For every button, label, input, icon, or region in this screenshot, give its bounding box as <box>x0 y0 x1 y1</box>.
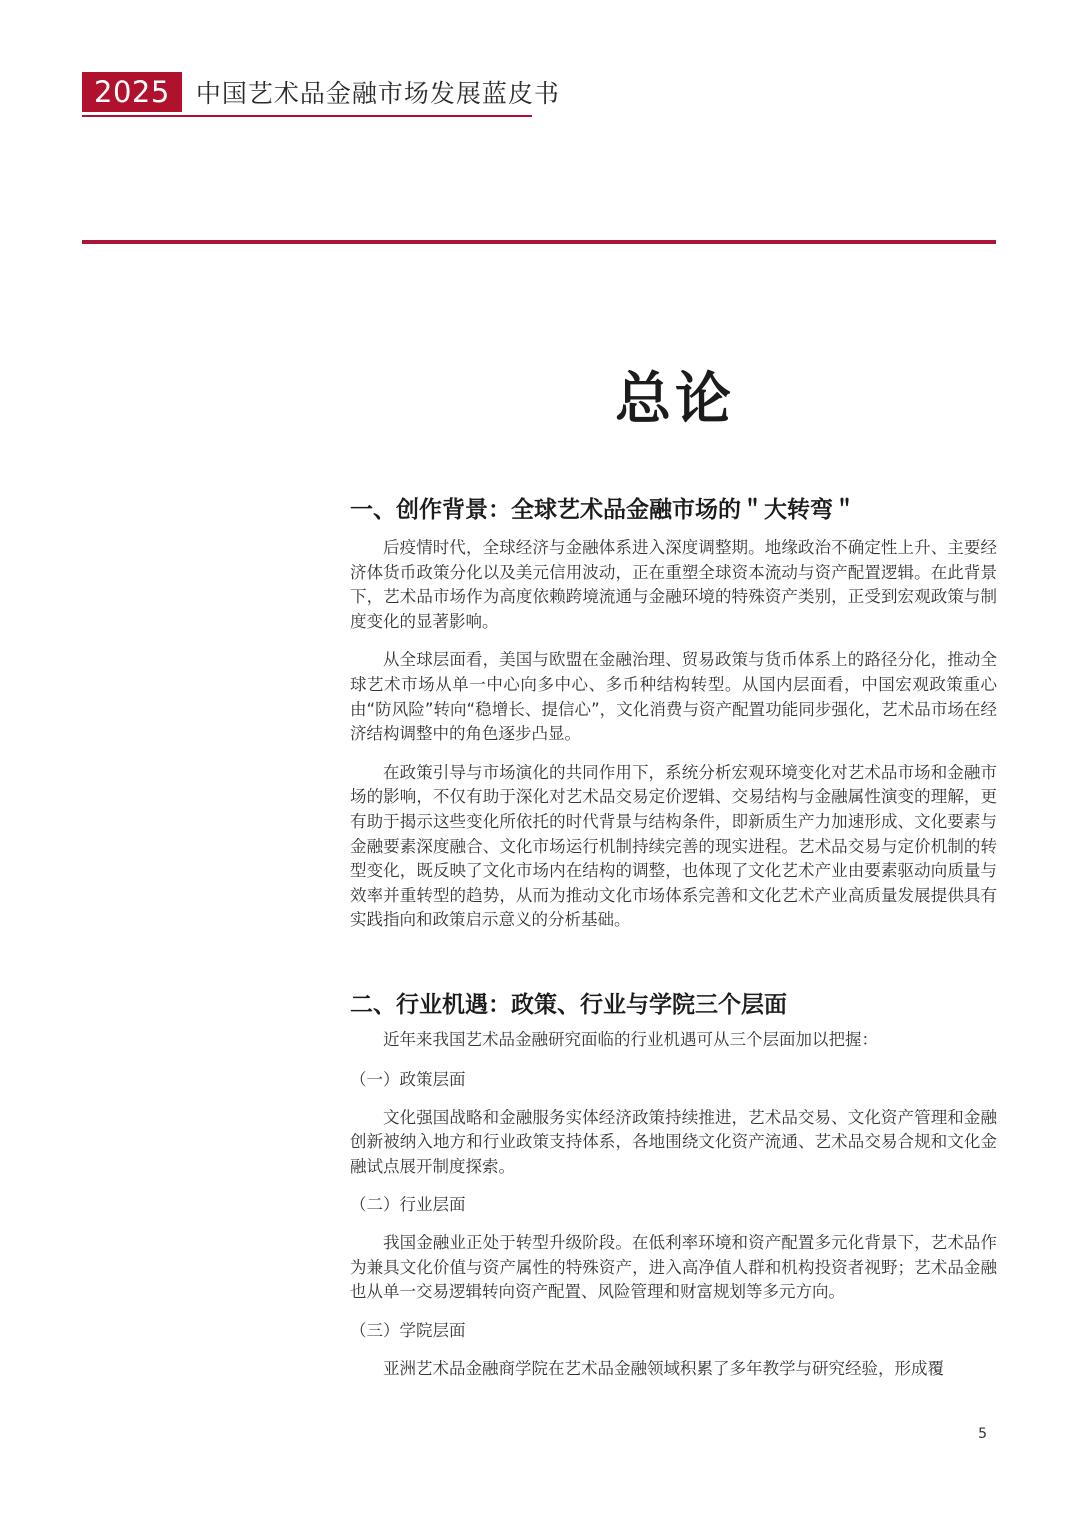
section-heading-1: 一、创作背景：全球艺术品金融市场的＂大转弯＂ <box>350 497 856 523</box>
paragraph: 文化强国战略和金融服务实体经济政策持续推进，艺术品交易、文化资产管理和金融创新被纳入地方和行业政策支持体系，各地围绕文化资产流通、艺术品交易合规和文化金融试点展开制度探索。 <box>350 1107 997 1176</box>
main-content <box>350 490 997 1382</box>
running-header <box>82 72 560 112</box>
year-badge: 2025 <box>82 72 182 112</box>
section-heading-2: 二、行业机遇：政策、行业与学院三个层面 <box>350 991 787 1018</box>
chapter-title: 总论 <box>615 367 735 432</box>
subsection-title-academy: （三）学院层面 <box>350 1321 466 1341</box>
paragraph: 亚洲艺术品金融商学院在艺术品金融领域积累了多年教学与研究经验，形成覆 <box>383 1359 944 1379</box>
subsection-title-industry: （二）行业层面 <box>350 1195 466 1215</box>
paragraph: 从全球层面看，美国与欧盟在金融治理、贸易政策与货币体系上的路径分化，推动全球艺术市场从单一中心向多中心、多币种结构转型。从国内层面看，中国宏观政策重心由“防风险”转向“稳增长、提信心”，文化消费与资产配置功能同步强化，艺术品市场在经济结构调整中的角色逐步凸显。 <box>350 650 997 744</box>
paragraph: 在政策引导与市场演化的共同作用下，系统分析宏观环境变化对艺术品市场和金融市场的影响，不仅有助于深化对艺术品交易定价逻辑、交易结构与金融属性演变的理解，更有助于揭示这些变化所依托的时代背景与结构条件，即新质生产力加速形成、文化要素与金融要素深度融合、文化市场运行机制持续完善的现实进程。艺术品交易与定价机制的转型变化，既反映了文化市场内在结构的调整，也体现了文化艺术产业由要素驱动向质量与效率并重转型的趋势，从而为推动文化市场体系完善和文化艺术产业高质量发展提供具有实践指向和政策启示意义的分析基础。 <box>350 762 997 930</box>
subsection-title-policy: （一）政策层面 <box>350 1069 466 1089</box>
paragraph: 后疫情时代，全球经济与金融体系进入深度调整期。地缘政治不确定性上升、主要经济体货币政策分化以及美元信用波动，正在重塑全球资本流动与资产配置逻辑。在此背景下，艺术品市场作为高度依赖跨境流通与金融环境的特殊资产类别，正受到宏观政策与制度变化的显著影响。 <box>350 538 997 631</box>
section-intro: 近年来我国艺术品金融研究面临的行业机遇可从三个层面加以把握： <box>383 1029 878 1049</box>
chapter-divider <box>82 240 996 244</box>
page-number: 5 <box>978 1426 987 1442</box>
header-divider <box>82 115 532 117</box>
book-title: 中国艺术品金融市场发展蓝皮书 <box>195 79 560 108</box>
paragraph: 我国金融业正处于转型升级阶段。在低利率环境和资产配置多元化背景下，艺术品作为兼具文化价值与资产属性的特殊资产，进入高净值人群和机构投资者视野；艺术品金融也从单一交易逻辑转向资产配置、风险管理和财富规划等多元方向。 <box>350 1233 997 1302</box>
